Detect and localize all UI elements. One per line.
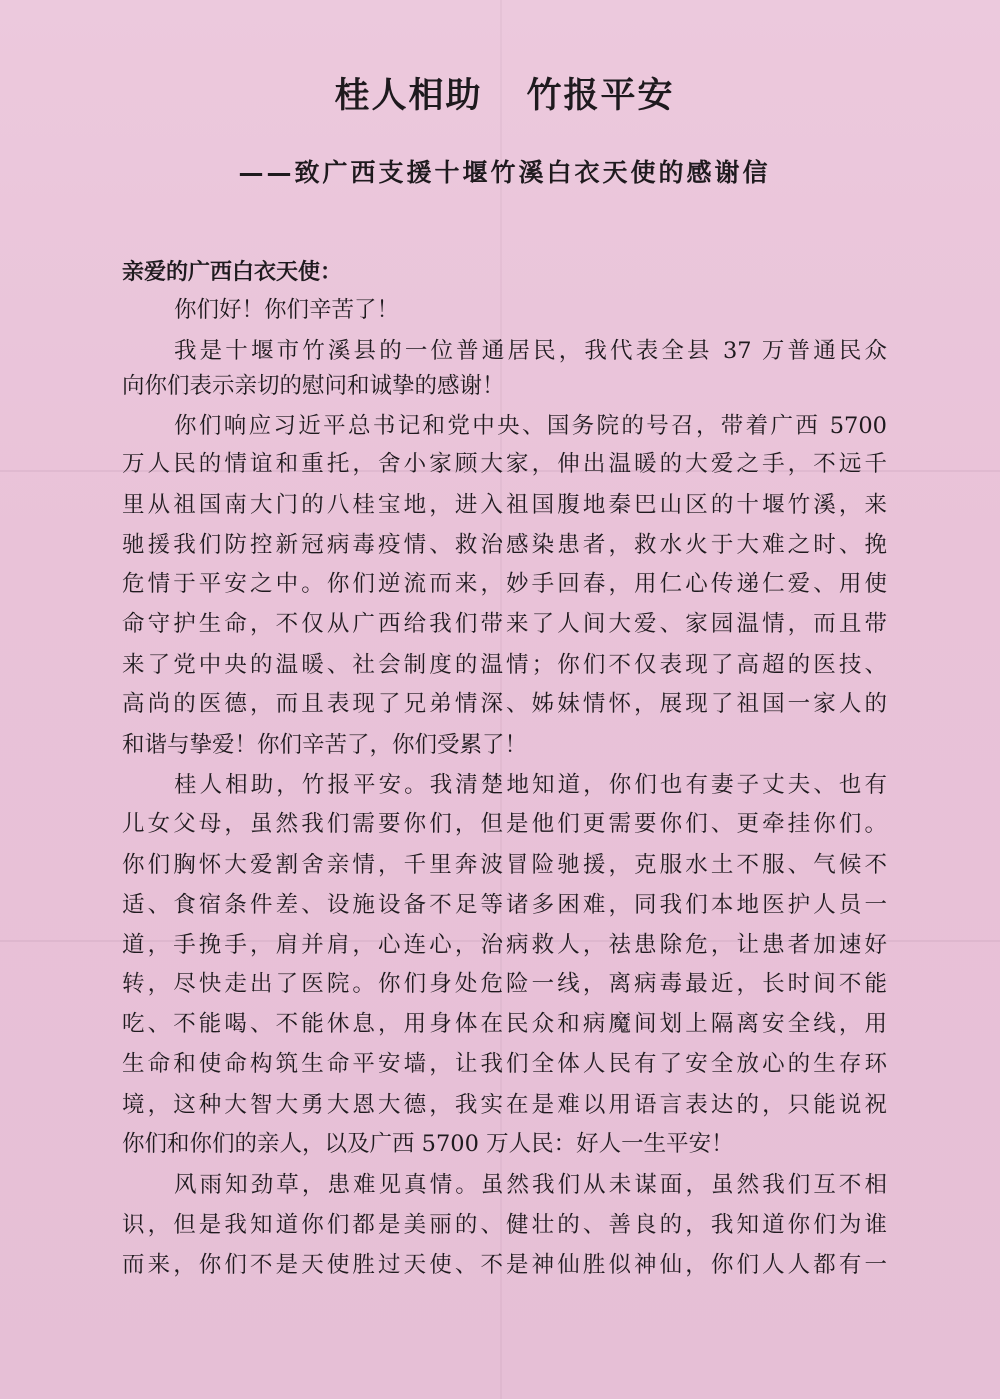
text-line: 境，这种大智大勇大恩大德，我实在是难以用语言表达的，只能说祝 — [122, 1092, 887, 1118]
text-line: 命守护生命，不仅从广西给我们带来了人间大爱、家园温情，而且带 — [122, 611, 887, 637]
text-line: 驰援我们防控新冠病毒疫情、救治感染患者，救水火于大难之时、挽 — [122, 532, 887, 558]
text-line: 识，但是我知道你们都是美丽的、健壮的、善良的，我知道你们为谁 — [122, 1212, 887, 1238]
letter-greeting: 亲爱的广西白衣天使： — [122, 260, 343, 285]
title-part-1: 桂人相助 — [334, 76, 483, 116]
title-part-2: 竹报平安 — [526, 76, 675, 116]
text-line: 和谐与挚爱！你们辛苦了，你们受累了！ — [122, 732, 528, 758]
text-line: 儿女父母，虽然我们需要你们，但是他们更需要你们、更牵挂你们。 — [122, 811, 887, 837]
text-line: 道，手挽手，肩并肩，心连心，治病救人，祛患除危，让患者加速好 — [122, 932, 887, 958]
text-line: 危情于平安之中。你们逆流而来，妙手回春，用仁心传递仁爱、用使 — [122, 571, 887, 597]
text-line: 你们好！你们辛苦了！ — [174, 297, 400, 323]
text-line: 你们响应习近平总书记和党中央、国务院的号召，带着广西 5700 — [174, 413, 887, 439]
text-line: 而来，你们不是天使胜过天使、不是神仙胜似神仙，你们人人都有一 — [122, 1252, 887, 1278]
text-line: 生命和使命构筑生命平安墙，让我们全体人民有了安全放心的生存环 — [122, 1051, 887, 1077]
text-line: 风雨知劲草，患难见真情。虽然我们从未谋面，虽然我们互不相 — [174, 1172, 887, 1198]
letter-subtitle: ——致广西支援十堰竹溪白衣天使的感谢信 — [238, 158, 771, 187]
text-line: 吃、不能喝、不能休息，用身体在民众和病魔间划上隔离安全线，用 — [122, 1011, 887, 1037]
text-line: 来了党中央的温暖、社会制度的温情；你们不仅表现了高超的医技、 — [122, 652, 887, 678]
text-line: 你们胸怀大爱割舍亲情，千里奔波冒险驰援，克服水土不服、气候不 — [122, 852, 887, 878]
text-line: 我是十堰市竹溪县的一位普通居民，我代表全县 37 万普通民众 — [174, 338, 887, 364]
letter-title — [122, 68, 887, 118]
text-line: 转，尽快走出了医院。你们身处危险一线，离病毒最近，长时间不能 — [122, 971, 887, 997]
text-line: 里从祖国南大门的八桂宝地，进入祖国腹地秦巴山区的十堰竹溪，来 — [122, 492, 887, 518]
text-line: 高尚的医德，而且表现了兄弟情深、姊妹情怀，展现了祖国一家人的 — [122, 691, 887, 717]
text-line: 适、食宿条件差、设施设备不足等诸多困难，同我们本地医护人员一 — [122, 892, 887, 918]
text-line: 你们和你们的亲人，以及广西 5700 万人民：好人一生平安！ — [122, 1131, 734, 1157]
text-line: 万人民的情谊和重托，舍小家顾大家，伸出温暖的大爱之手，不远千 — [122, 451, 887, 477]
text-line: 桂人相助，竹报平安。我清楚地知道，你们也有妻子丈夫、也有 — [174, 772, 887, 798]
text-line: 向你们表示亲切的慰问和诚挚的感谢！ — [122, 373, 505, 399]
